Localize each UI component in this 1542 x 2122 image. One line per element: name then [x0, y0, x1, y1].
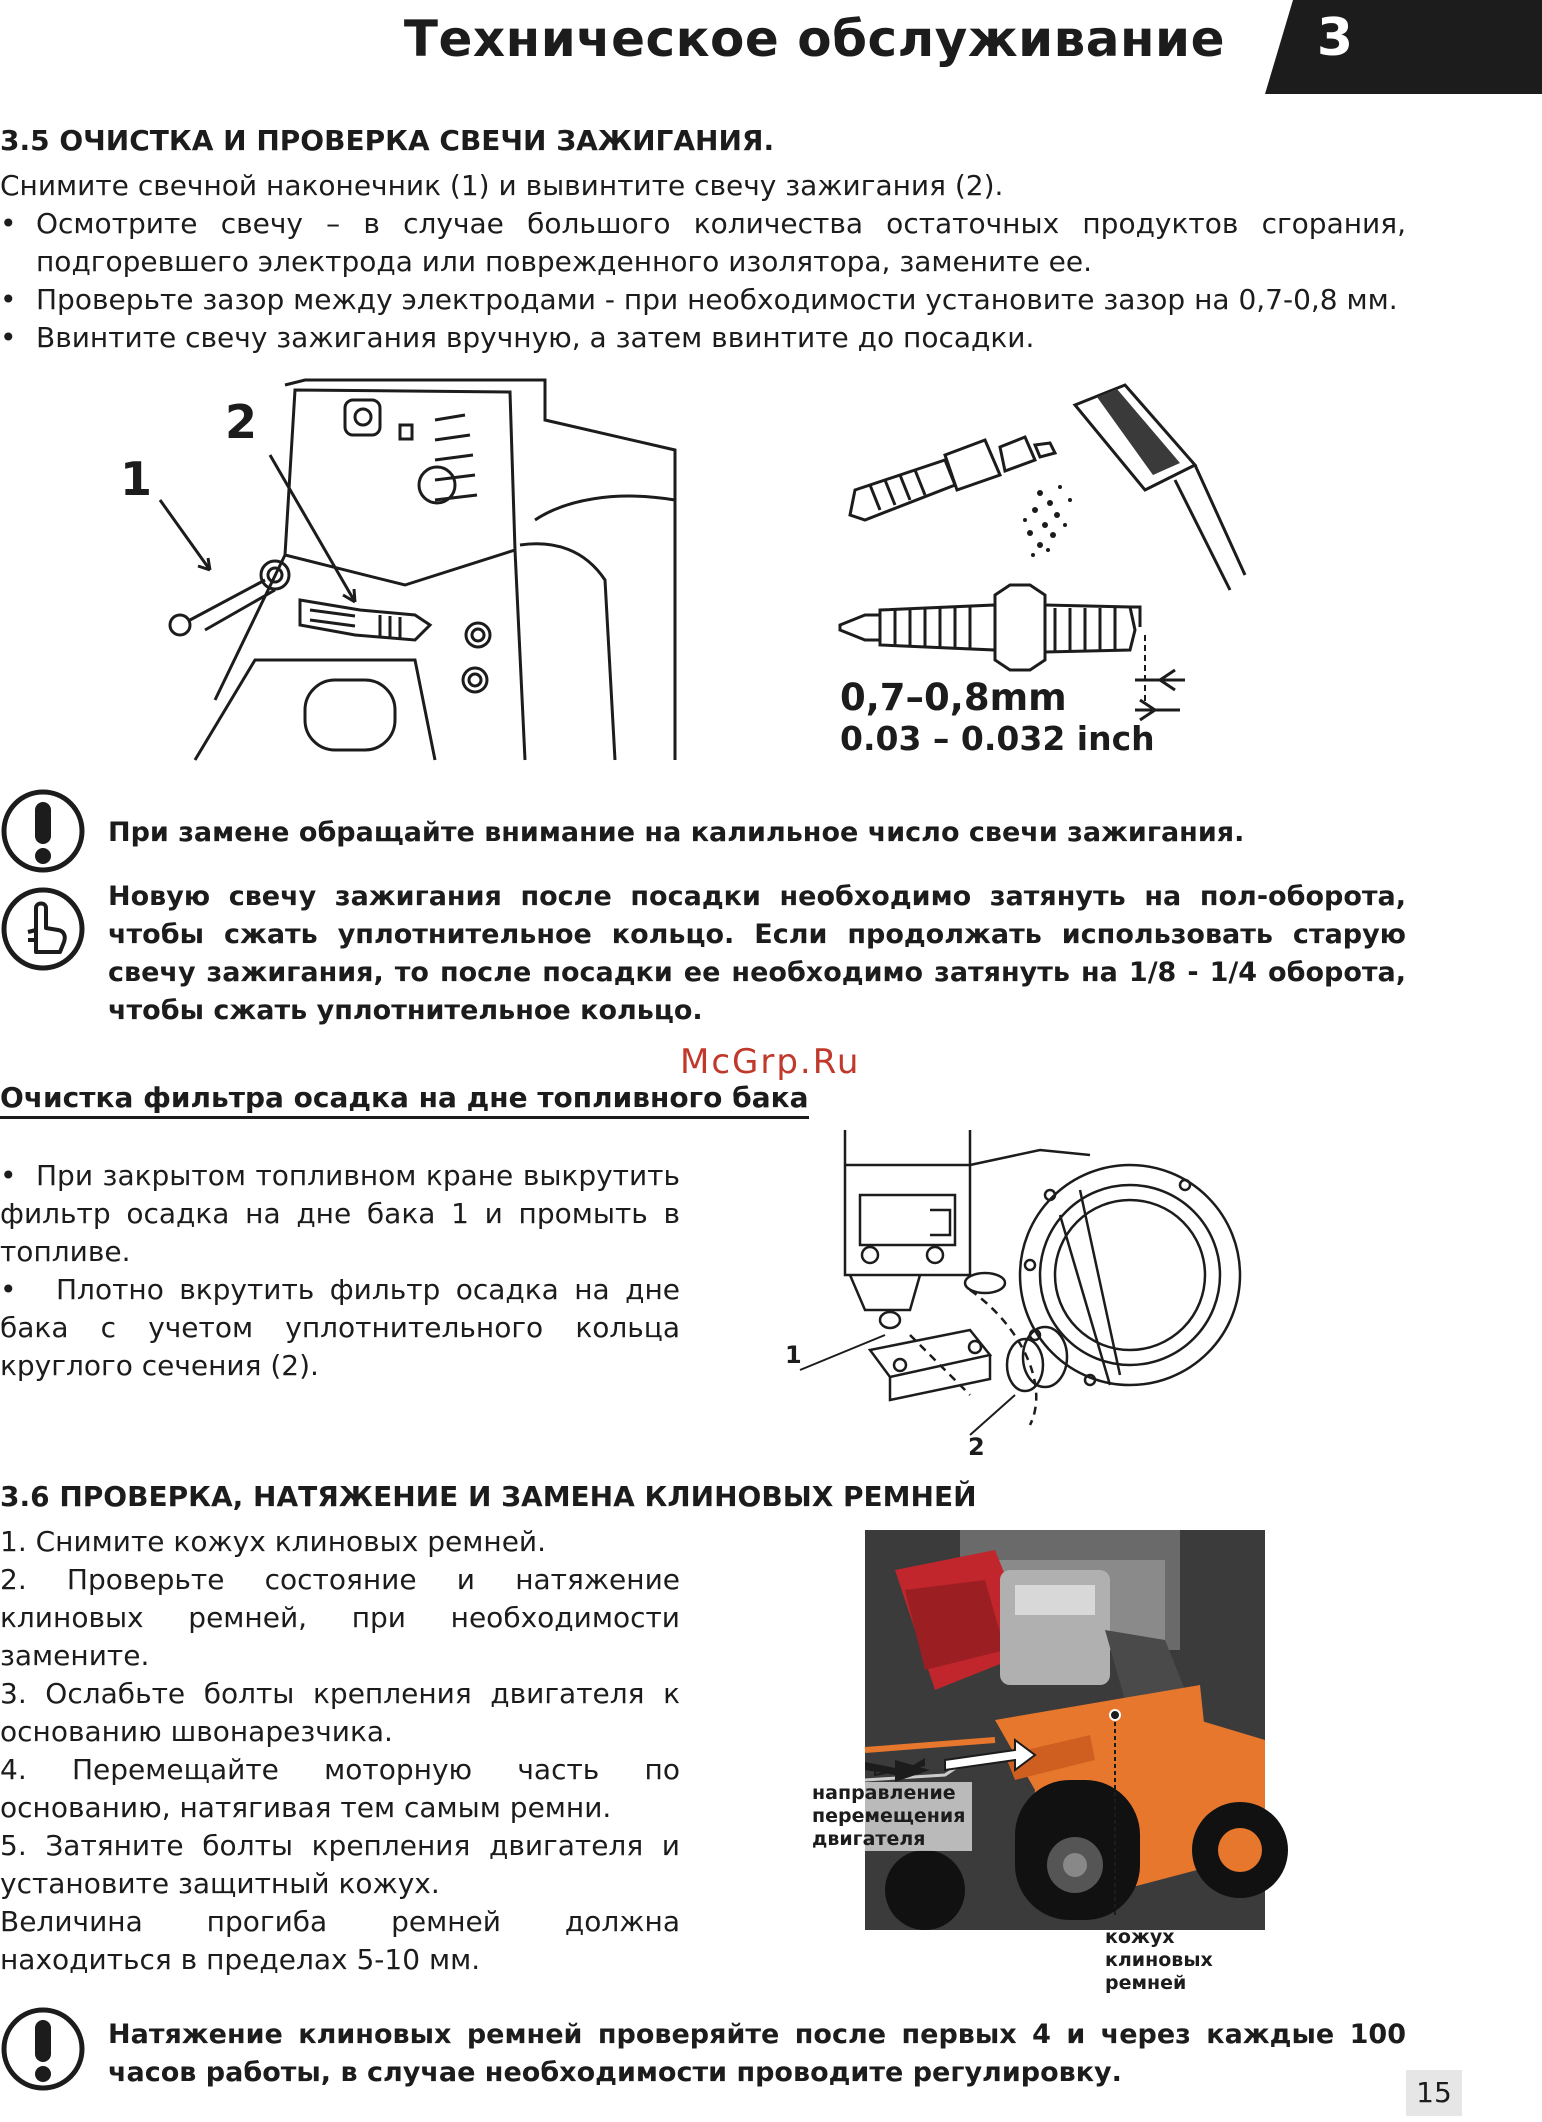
list-item: 2. Проверьте состояние и натяжение клиновых ремней, при необходимости замените.	[0, 1563, 680, 1672]
figure-label-2: 2	[225, 395, 258, 449]
note-tightening: Новую свечу зажигания после посадки необходимо затянуть на пол-оборота, чтобы сжать уплотнительное кольцо. Если продолжать использовать старую свечу зажигания, то после посадки ее необходимо затянуть на 1/8 - 1/4 оборота, чтобы сжать уплотнительное кольцо.	[108, 881, 1406, 1026]
spark-plug-gap-figure	[835, 375, 1255, 760]
label-motor-direction: направление перемещения двигателя	[812, 1782, 972, 1851]
section-3-6-steps	[0, 1523, 680, 1979]
note-belt-tension: Натяжение клиновых ремней проверяйте после первых 4 и через каждые 100 часов работы, в случае необходимости проводите регулировку.	[108, 2019, 1406, 2088]
watermark: McGrp.Ru	[680, 1042, 861, 1082]
filter-figure-label-2: 2	[968, 1433, 985, 1461]
figure-label-1: 1	[120, 452, 153, 506]
filter-section-heading: Очистка фильтра осадка на дне топливного бака	[0, 1081, 809, 1119]
gap-mm-label: 0,7–0,8mm	[840, 676, 1067, 719]
section-3-6-heading: 3.6 ПРОВЕРКА, НАТЯЖЕНИЕ И ЗАМЕНА КЛИНОВЫХ РЕМНЕЙ	[0, 1480, 977, 1513]
section-3-5-intro: Снимите свечной наконечник (1) и вывинтите свечу зажигания (2).	[0, 169, 1004, 202]
pointing-hand-icon	[0, 886, 86, 972]
label-belt-cover: кожух клиновых ремней	[1105, 1926, 1213, 1994]
list-item: 5. Затяните болты крепления двигателя и установите защитный кожух.	[0, 1829, 680, 1900]
list-item: • Плотно вкрутить фильтр осадка на дне бака с учетом уплотнительного кольца круглого сечения (2).	[0, 1273, 680, 1382]
page-number: 15	[1406, 2070, 1462, 2116]
list-item: Величина прогиба ремней должна находиться в пределах 5-10 мм.	[0, 1905, 680, 1976]
section-3-5-heading: 3.5 ОЧИСТКА И ПРОВЕРКА СВЕЧИ ЗАЖИГАНИЯ.	[0, 124, 775, 157]
page-header-title: Техническое обслуживание	[403, 10, 1225, 68]
list-item: • При закрытом топливном кране выкрутить фильтр осадка на дне бака 1 и промыть в топливе.	[0, 1159, 680, 1268]
engine-spark-plug-figure	[115, 380, 675, 760]
list-item: 3. Ослабьте болты крепления двигателя к основанию швонарезчика.	[0, 1677, 680, 1748]
list-item: • Осмотрите свечу – в случае большого количества остаточных продуктов сгорания, подгоревшего электрода или поврежденного изолятора, замените ее.	[0, 207, 1406, 278]
list-item: • Проверьте зазор между электродами - при необходимости установите зазор на 0,7-0,8 мм.	[0, 283, 1398, 316]
note-heat-range: При замене обращайте внимание на калильное число свечи зажигания.	[108, 817, 1245, 848]
list-item: 1. Снимите кожух клиновых ремней.	[0, 1525, 547, 1558]
filter-section-bullets	[0, 1157, 680, 1385]
floor-saw-photo	[865, 1530, 1265, 1930]
gap-inch-label: 0.03 – 0.032 inch	[840, 719, 1155, 758]
chapter-number: 3	[1316, 8, 1354, 68]
fuel-filter-figure	[785, 1125, 1210, 1461]
exclamation-icon	[0, 788, 86, 874]
exclamation-icon	[0, 2006, 86, 2092]
list-item: 4. Перемещайте моторную часть по основанию, натягивая тем самым ремни.	[0, 1753, 680, 1824]
list-item: • Ввинтите свечу зажигания вручную, а затем ввинтите до посадки.	[0, 321, 1035, 354]
filter-figure-label-1: 1	[785, 1341, 802, 1369]
section-3-5-bullets	[0, 205, 1406, 357]
